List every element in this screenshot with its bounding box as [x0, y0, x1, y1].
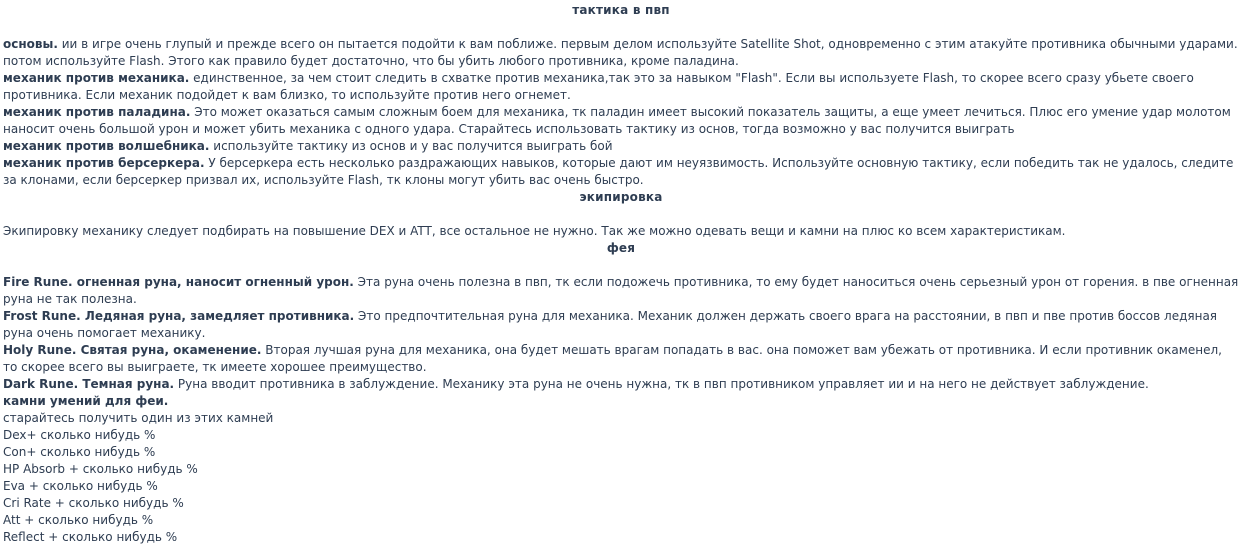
- rune-fire: [3, 274, 1239, 308]
- rune-dark-label: Dark Rune. Темная руна.: [3, 377, 175, 391]
- pvp-heading: тактика в пвп: [572, 3, 670, 17]
- rune-frost: [3, 308, 1239, 342]
- stone-item: Dex+ сколько нибудь %: [3, 428, 156, 442]
- pvp-basics: [3, 36, 1239, 70]
- stones-intro: старайтесь получить один из этих камней: [3, 411, 274, 425]
- pvp-basics-text: ии в игре очень глупый и прежде всего он пытается подойти к вам поближе. первым делом используйте Satellite Shot, одновременно с этим атакуйте противника обычными ударами. потом используйте Flash. Этого как правило будет достаточно, что бы убить любого противника, кроме паладина.: [3, 37, 1238, 68]
- spacer: [3, 19, 1239, 36]
- rune-holy-label: Holy Rune. Святая руна, окаменение.: [3, 343, 262, 357]
- spacer: [3, 206, 1239, 223]
- pvp-vs-mechanic: [3, 70, 1239, 104]
- spacer: [3, 257, 1239, 274]
- stone-item: Cri Rate + сколько нибудь %: [3, 496, 184, 510]
- pvp-vs-mechanic-text: единственное, за чем стоит следить в схватке против механика,так это за навыком "Flash". Если вы используете Flash, то скорее всего сразу убьете своего противника. Если механик подойдет к вам близко, то используйте против него огнемет.: [3, 71, 1194, 102]
- stones-title: камни умений для феи.: [3, 394, 169, 408]
- rune-frost-text: Это предпочтительная руна для механика. Механик должен держать своего врага на расстоянии, в пвп и пве против боссов ледяная руна очень помогает механику.: [3, 309, 1218, 340]
- stone-item: Reflect + сколько нибудь %: [3, 530, 178, 544]
- rune-fire-label: Fire Rune. огненная руна, наносит огненный урон.: [3, 275, 354, 289]
- rune-dark: [3, 376, 1239, 393]
- pvp-vs-paladin-label: механик против паладина.: [3, 105, 191, 119]
- pvp-vs-paladin: [3, 104, 1239, 138]
- pvp-vs-wizard: [3, 138, 1239, 155]
- stone-item: Eva + сколько нибудь %: [3, 479, 158, 493]
- rune-frost-label: Frost Rune. Ледяная руна, замедляет противника.: [3, 309, 355, 323]
- stone-item: HP Absorb + сколько нибудь %: [3, 462, 198, 476]
- equip-heading: экипировка: [579, 190, 663, 204]
- rune-holy-text: Вторая лучшая руна для механика, она будет мешать врагам попадать в вас. она поможет вам убежать от противника. И если противник окаменел, то скорее всего вы выиграете, тк имеете хорошее преимущество.: [3, 343, 1222, 374]
- pvp-vs-wizard-text: используйте тактику из основ и у вас получится выиграть бой: [209, 139, 613, 153]
- equip-text: Экипировку механику следует подбирать на повышение DEX и ATT, все остальное не нужно. Так же можно одевать вещи и камни на плюс ко всем характеристикам.: [3, 224, 1066, 238]
- pvp-vs-berserker-label: механик против берсеркера.: [3, 156, 205, 170]
- pvp-vs-berserker-text: У берсеркера есть несколько раздражающих навыков, которые дают им неуязвимость. Используйте основную тактику, если победить так не удалось, следите за клонами, если берсеркер призвал их, используйте Flash, тк клоны могут убить вас очень быстро.: [3, 156, 1234, 187]
- pvp-basics-label: основы.: [3, 37, 58, 51]
- stone-item: Att + сколько нибудь %: [3, 513, 154, 527]
- stone-item: Con+ сколько нибудь %: [3, 445, 156, 459]
- rune-holy: [3, 342, 1239, 376]
- pvp-vs-mechanic-label: механик против механика.: [3, 71, 190, 85]
- pvp-vs-paladin-text: Это может оказаться самым сложным боем для механика, тк паладин имеет высокий показатель защиты, а еще умеет лечиться. Плюс его умение удар молотом наносит очень большой урон и может убить механика с одного удара. Старайтесь использовать тактику из основ, тогда возможно у вас получится выиграть: [3, 105, 1231, 136]
- pvp-vs-berserker: [3, 155, 1239, 189]
- rune-fire-text: Эта руна очень полезна в пвп, тк если подожечь противника, то ему будет наноситься очень серьезный урон от горения. в пве огненная руна не так полезна.: [3, 275, 1239, 306]
- fairy-heading: фея: [606, 241, 636, 255]
- pvp-vs-wizard-label: механик против волшебника.: [3, 139, 210, 153]
- rune-dark-text: Руна вводит противника в заблуждение. Механику эта руна не очень нужна, тк в пвп противником управляет ии и на него не действует заблуждение.: [174, 377, 1149, 391]
